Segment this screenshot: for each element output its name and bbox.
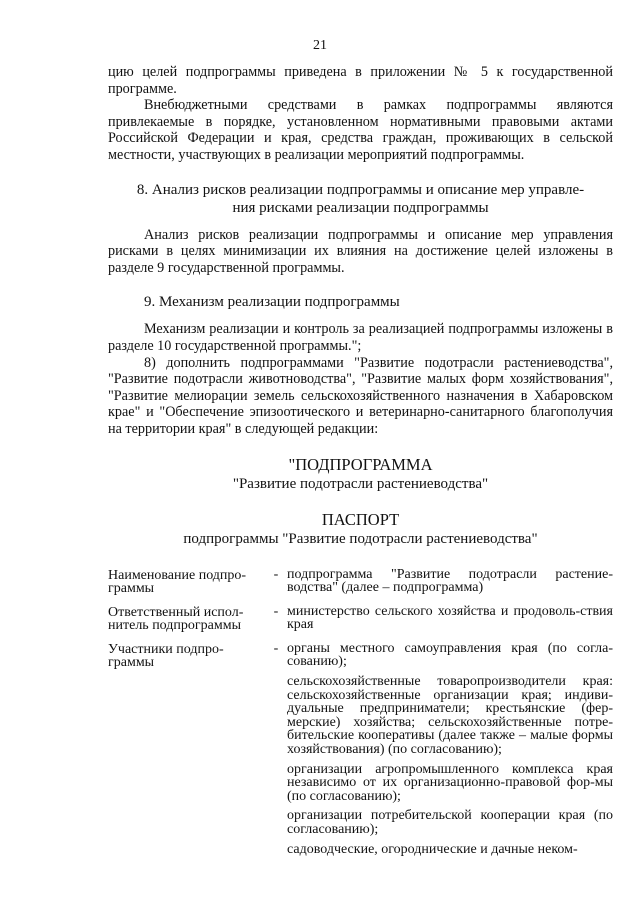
passport-row-label: Участники подпро-граммы [108,641,224,671]
paragraph: 8) дополнить подпрограммами "Развитие подотрасли растениеводства", "Развитие подотрасли животноводства", "Развитие малых форм хозяйствования", "Развитие мелиорации земель сельскохозяйственного назначения в Хабаровском крае" и "Обеспечение эпизоотического и ветеринарно-санитарного благополучия на территории края" в следующей редакции: [108,354,613,437]
section-9-heading: 9. Механизм реализации подпрограммы [144,294,400,311]
passport-row-dash: - [273,640,279,656]
paragraph: Анализ рисков реализации подпрограммы и описание мер управления рисками в целях минимизации их влияния на достижение целей изложены в разделе 9 государственной программы. [108,226,613,276]
passport-row-label: Наименование подпро-граммы [108,567,247,597]
paragraph: цию целей подпрограммы приведена в приложении № 5 к государственной программе. [108,64,613,97]
section-8-heading: 8. Анализ рисков реализации подпрограммы и описание мер управле- ния рисками реализации подпрограммы [136,181,585,216]
paragraph: Внебюджетными средствами в рамках подпрограммы являются привлекаемые в порядке, установленном нормативными правовыми актами Российской Федерации и края, средства граждан, проживающих в сельской местности, участвующих в реализации мероприятий подпрограммы. [108,97,613,163]
passport-row [108,605,613,638]
subprogram-name: "Развитие подотрасли растениеводства" [232,475,489,492]
passport-row-dash: - [273,603,279,619]
passport-row [108,642,613,862]
passport-title: ПАСПОРТ [321,509,400,529]
passport-row-dash: - [273,566,279,582]
passport-row-value: органы местного самоуправления края (по согла-сованию); сельскохозяйственные товаропроизводители края: сельскохозяйственные организации края; индиви-дуальные предприниматели; крестьянские (фер-мерские) хозяйства; сельскохозяйственные потре-бительские кооперативы (далее также – малые формы хозяйствования) (по согласованию); организации агропромышленного комплекса края независимо от их организационно-правовой фор-мы (по согласованию); организации потребительской кооперации края (по согласованию); садоводческие, огороднические и дачные неком- [287,640,613,857]
passport-row-value: министерство сельского хозяйства и продоволь-ствия края [287,603,613,633]
paragraph: Механизм реализации и контроль за реализацией подпрограммы изложены в разделе 10 государственной программы."; [108,321,613,354]
passport-row-value: подпрограмма "Развитие подотрасли растение-водства" (далее – подпрограмма) [287,566,613,596]
passport-subtitle: подпрограммы "Развитие подотрасли растениеводства" [183,530,538,547]
page-number: 21 [313,38,327,53]
passport-row-label: Ответственный испол-нитель подпрограммы [108,604,244,634]
passport-table [108,568,613,863]
document-body [108,64,613,866]
passport-row [108,568,613,601]
subprogram-title: "ПОДПРОГРАММА [288,454,433,474]
